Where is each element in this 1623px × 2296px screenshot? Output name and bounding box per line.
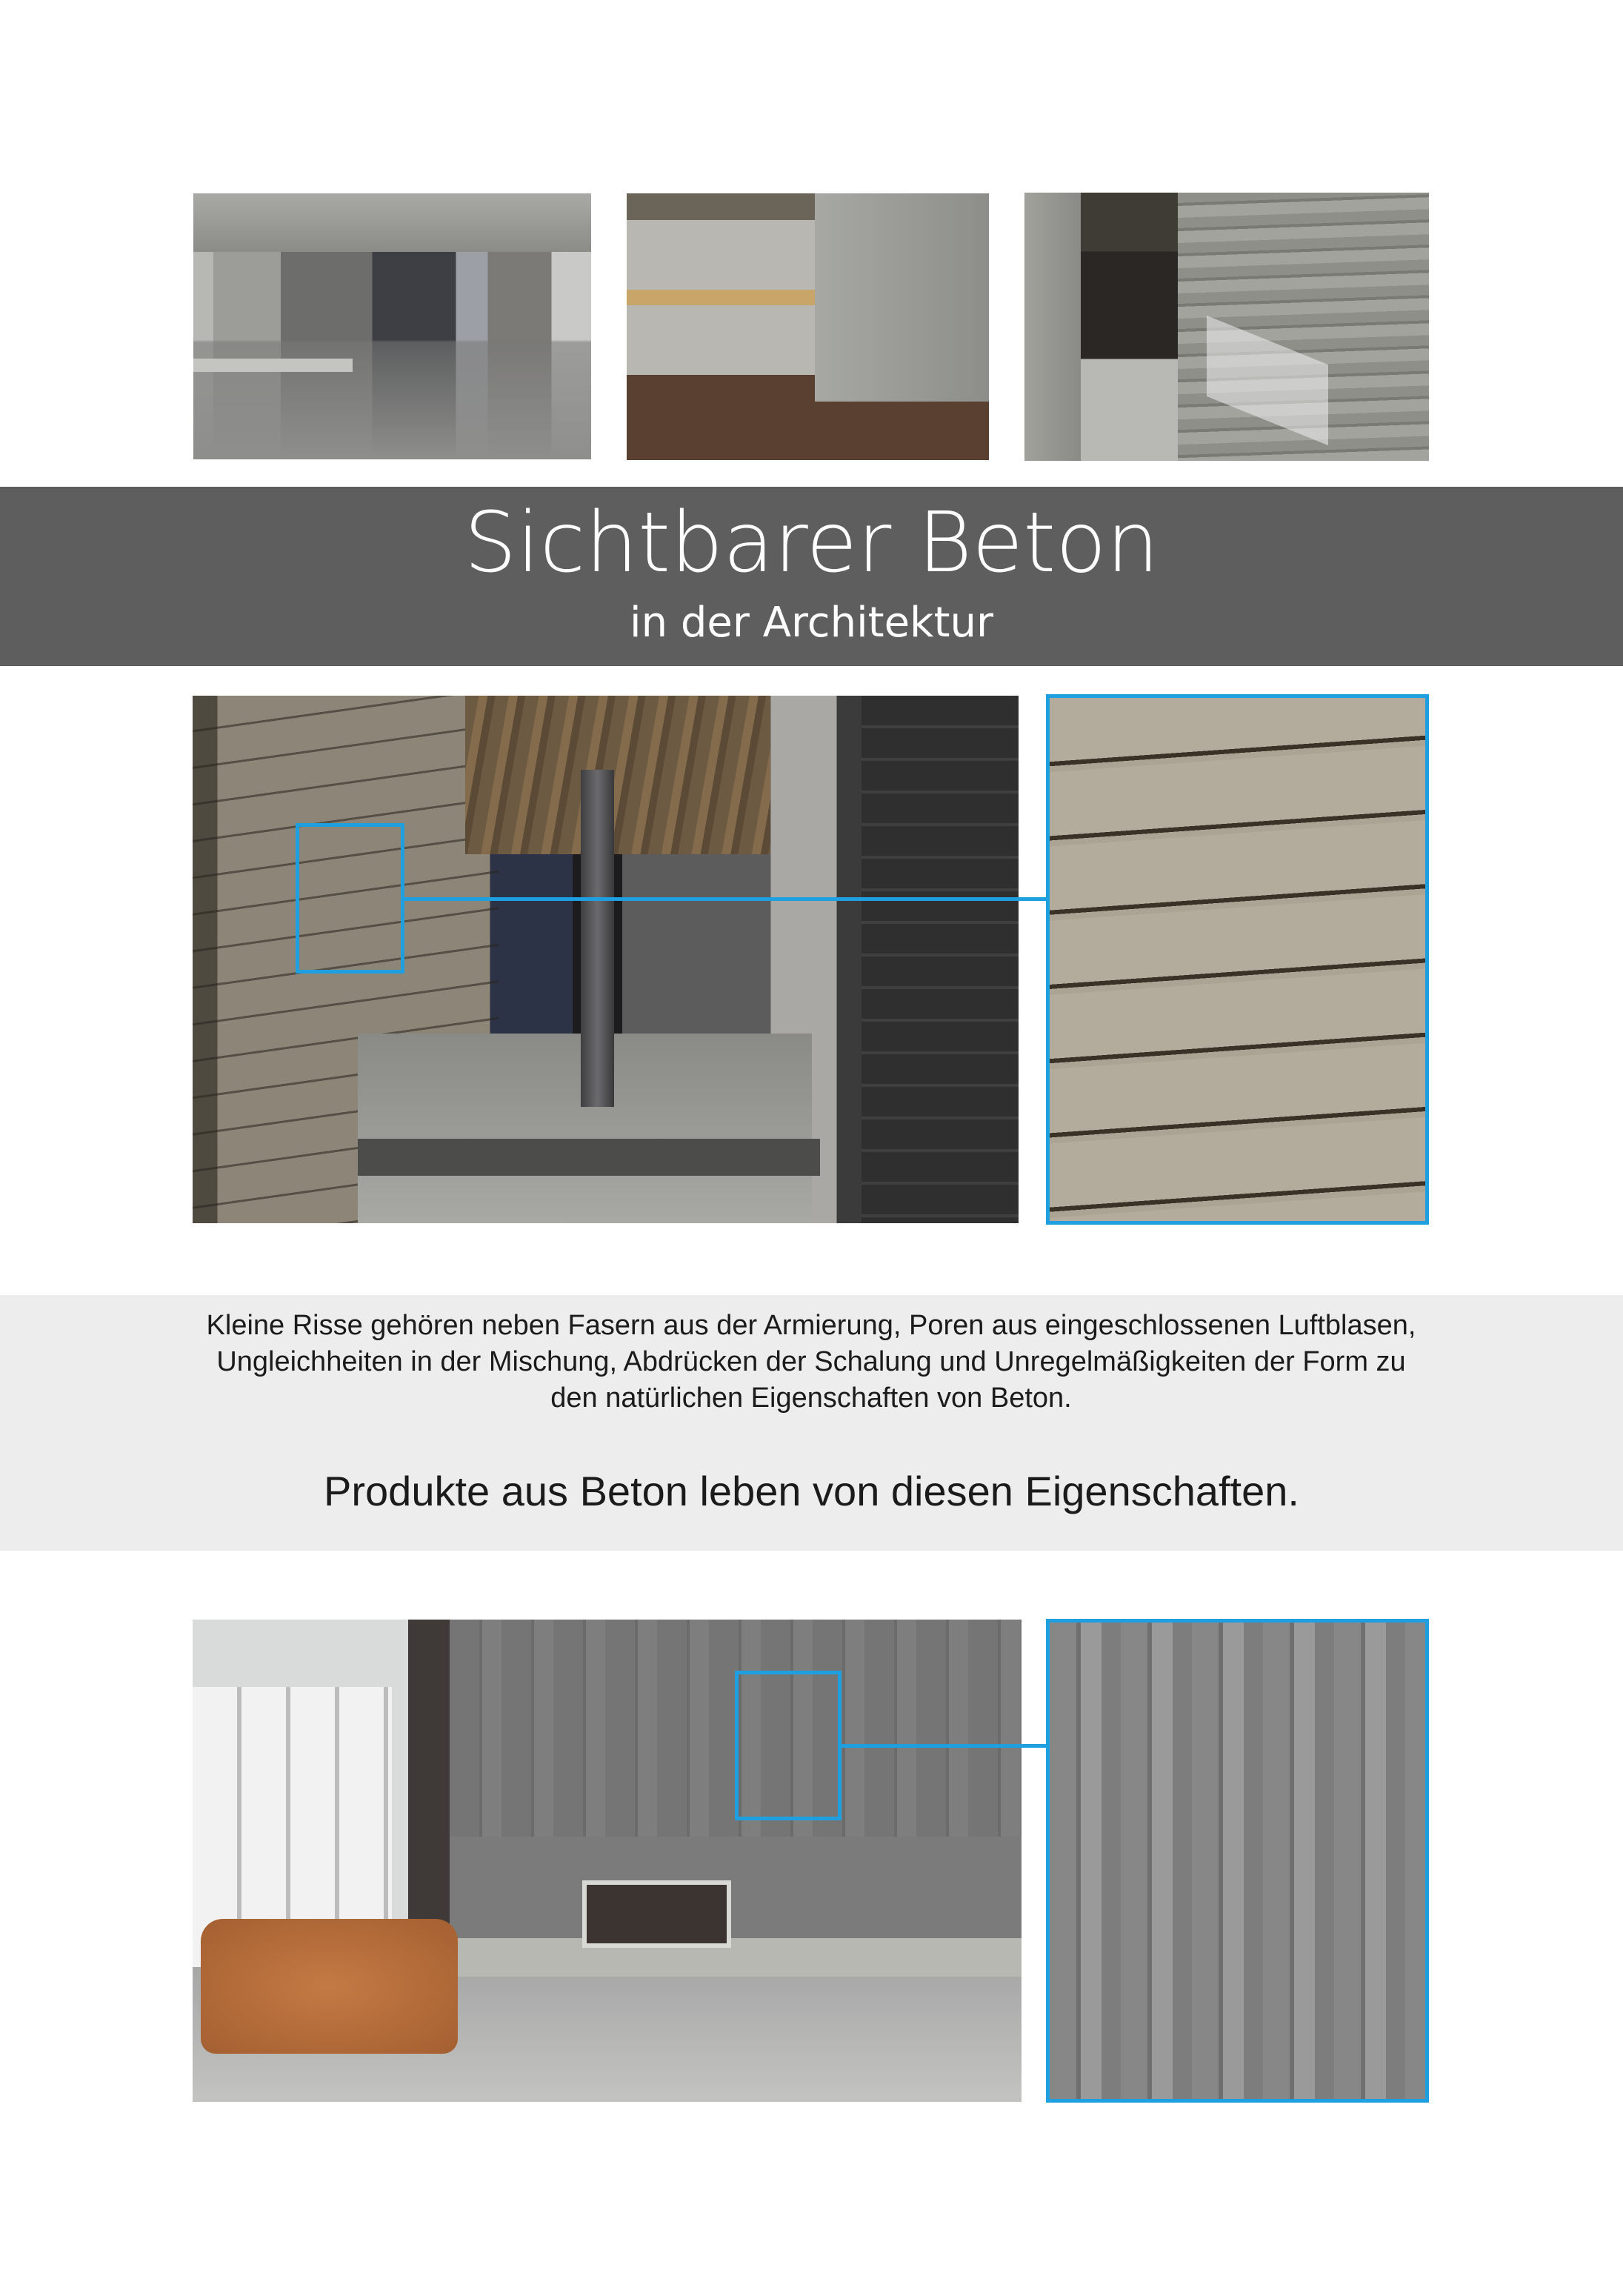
photo-detail — [441, 1938, 1022, 1977]
page-subtitle: in der Architektur — [630, 599, 993, 647]
photo-detail — [1024, 193, 1081, 461]
detail-2-zoom-panel — [1046, 1619, 1429, 2103]
detail-1-connector-line — [404, 897, 1046, 901]
detail-1-highlight-box — [296, 823, 404, 974]
detail-2-highlight-box — [735, 1671, 842, 1820]
detail-2-photo — [193, 1620, 1022, 2102]
photo-detail — [582, 1880, 731, 1948]
photo-detail — [627, 290, 815, 306]
photo-detail — [358, 1139, 820, 1176]
photo-detail — [193, 193, 591, 252]
detail-2-connector-line — [842, 1744, 1046, 1748]
detail-1-zoom-panel — [1046, 694, 1429, 1225]
claim-statement: Produkte aus Beton leben von diesen Eigenschaften. — [324, 1468, 1299, 1514]
photo-detail — [193, 359, 353, 372]
page-title: Sichtbarer Beton — [464, 495, 1159, 591]
top-photo-1 — [193, 193, 591, 459]
photo-detail — [862, 696, 1019, 1223]
photo-detail — [581, 770, 614, 1108]
photo-detail — [465, 696, 771, 854]
top-photo-2 — [627, 193, 989, 460]
top-photo-3 — [1024, 193, 1429, 461]
photo-detail — [201, 1919, 458, 2054]
photo-detail — [815, 193, 989, 402]
description-paragraph: Kleine Risse gehören neben Fasern aus der Armierung, Poren aus eingeschlossenen Luftblasen, Ungleichheiten in der Mischung, Abdrücken der Schalung und Unregelmäßigkeiten der Form zu den natürlichen Eigenschaften von Beton. — [206, 1310, 1416, 1414]
